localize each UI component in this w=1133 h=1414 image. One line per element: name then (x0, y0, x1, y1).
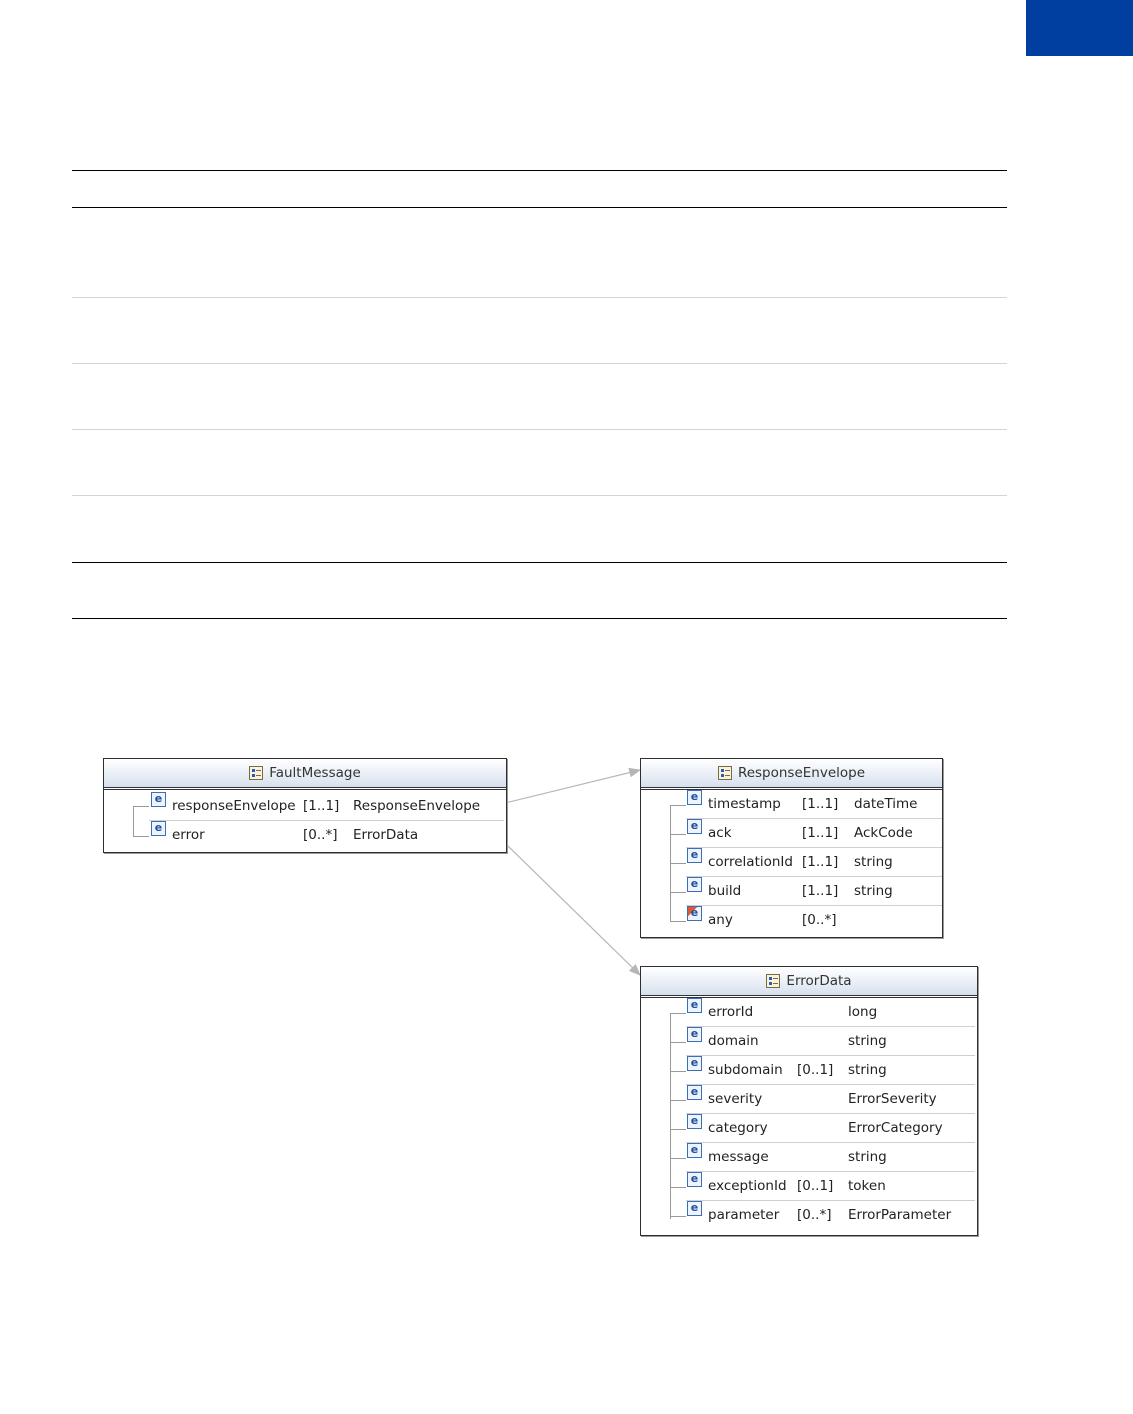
element-name: ack (708, 825, 732, 841)
connector-response-envelope (497, 770, 640, 805)
element-row[interactable] (686, 819, 942, 848)
error-data-header (641, 967, 977, 998)
element-icon: e (687, 877, 702, 892)
element-type: string (854, 854, 893, 870)
element-icon: e (687, 848, 702, 863)
complex-type-icon (766, 974, 780, 988)
complex-type-icon (249, 766, 263, 780)
element-type: string (848, 1062, 887, 1078)
element-name: exceptionId (708, 1178, 787, 1194)
connector-error-data (508, 846, 640, 975)
element-multiplicity: [1..1] (802, 796, 839, 812)
element-name: responseEnvelope (172, 798, 296, 814)
element-multiplicity: [0..1] (797, 1178, 834, 1194)
any-element-icon: e (687, 906, 702, 921)
element-name: build (708, 883, 742, 899)
tree-connector (670, 1100, 686, 1101)
element-type: string (848, 1033, 887, 1049)
response-envelope-header (641, 759, 942, 790)
element-icon: e (687, 1027, 702, 1042)
element-row[interactable] (686, 1201, 975, 1230)
tree-connector (670, 1216, 686, 1217)
tree-connector (670, 1013, 671, 1219)
tree-connector (670, 805, 686, 806)
element-row[interactable] (686, 877, 942, 906)
element-type: ErrorSeverity (848, 1091, 937, 1107)
element-icon: e (687, 819, 702, 834)
element-icon: e (687, 1201, 702, 1216)
element-name: domain (708, 1033, 759, 1049)
element-type: ErrorCategory (848, 1120, 943, 1136)
element-icon: e (151, 792, 166, 807)
element-row[interactable] (686, 1172, 975, 1201)
element-type: ResponseEnvelope (353, 798, 481, 814)
element-icon: e (687, 1085, 702, 1100)
element-name: any (708, 912, 733, 928)
element-type: token (848, 1178, 886, 1194)
element-multiplicity: [1..1] (303, 798, 340, 814)
element-icon: e (687, 790, 702, 805)
element-name: category (708, 1120, 768, 1136)
element-type: dateTime (854, 796, 918, 812)
element-row[interactable] (686, 790, 942, 819)
fault-message-header (104, 759, 506, 790)
tree-connector (670, 1158, 686, 1159)
element-row[interactable] (686, 998, 975, 1027)
element-name: message (708, 1149, 769, 1165)
complex-type-icon (718, 766, 732, 780)
element-row[interactable] (149, 821, 504, 850)
element-row[interactable] (686, 1085, 975, 1114)
element-icon: e (687, 1114, 702, 1129)
tree-connector (670, 1013, 686, 1014)
element-icon: e (687, 998, 702, 1013)
element-type: ErrorData (353, 827, 419, 843)
element-multiplicity: [0..*] (303, 827, 338, 843)
element-type: ErrorParameter (848, 1207, 952, 1223)
element-name: parameter (708, 1207, 780, 1223)
response-envelope-box[interactable] (640, 758, 943, 938)
tree-connector (133, 806, 149, 807)
element-row[interactable] (149, 792, 504, 821)
tree-connector (670, 1071, 686, 1072)
error-data-box[interactable] (640, 966, 978, 1236)
tree-connector (670, 863, 686, 864)
element-multiplicity: [0..1] (797, 1062, 834, 1078)
element-row[interactable] (686, 1114, 975, 1143)
element-multiplicity: [1..1] (802, 854, 839, 870)
element-multiplicity: [0..*] (802, 912, 837, 928)
fault-message-box[interactable] (103, 758, 507, 853)
element-row[interactable] (686, 1056, 975, 1085)
tree-connector (133, 836, 149, 837)
element-name: error (172, 827, 205, 843)
element-multiplicity: [0..*] (797, 1207, 832, 1223)
element-icon: e (687, 1143, 702, 1158)
element-row[interactable] (686, 848, 942, 877)
element-icon: e (687, 1172, 702, 1187)
element-name: correlationId (708, 854, 793, 870)
tree-connector (670, 921, 686, 922)
tree-connector (670, 1187, 686, 1188)
element-name: severity (708, 1091, 763, 1107)
element-name: errorId (708, 1004, 754, 1020)
element-name: subdomain (708, 1062, 783, 1078)
tree-connector (133, 806, 134, 836)
tree-connector (670, 1129, 686, 1130)
tree-connector (670, 834, 686, 835)
element-row[interactable] (686, 1143, 975, 1172)
tree-connector (670, 892, 686, 893)
element-name: timestamp (708, 796, 781, 812)
element-type: AckCode (854, 825, 913, 841)
element-type: string (848, 1149, 887, 1165)
tree-connector (670, 1042, 686, 1043)
element-multiplicity: [1..1] (802, 825, 839, 841)
element-type: long (848, 1004, 878, 1020)
fault-message-title: FaultMessage (269, 765, 361, 781)
element-type: string (854, 883, 893, 899)
element-icon: e (687, 1056, 702, 1071)
element-icon: e (151, 821, 166, 836)
response-envelope-title: ResponseEnvelope (737, 765, 866, 781)
element-row[interactable] (686, 1027, 975, 1056)
error-data-title: ErrorData (786, 973, 852, 989)
element-row[interactable] (686, 906, 942, 935)
element-multiplicity: [1..1] (802, 883, 839, 899)
